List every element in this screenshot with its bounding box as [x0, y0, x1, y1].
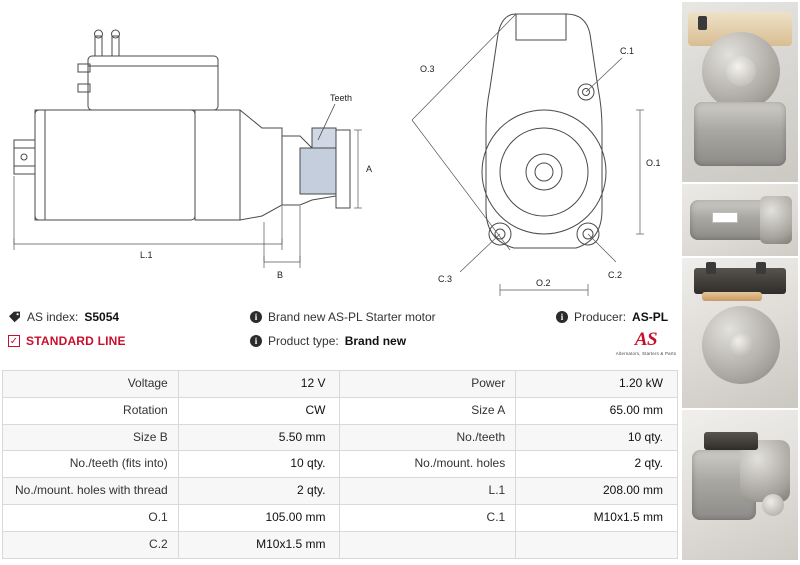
product-photo-1[interactable] [682, 2, 798, 182]
drawing-label-o2: O.2 [536, 278, 551, 288]
info-col-description [250, 310, 550, 358]
drawing-front-view [390, 0, 680, 300]
photo3-terminal-2 [756, 262, 766, 274]
product-type-line [250, 334, 550, 348]
side-view-svg [0, 0, 390, 300]
spec-key: C.1 [340, 504, 516, 531]
front-view-svg [390, 0, 680, 300]
spec-key: Size A [340, 397, 516, 424]
spec-key: No./mount. holes [340, 451, 516, 478]
specifications-body [3, 371, 678, 559]
spec-key: O.1 [3, 504, 179, 531]
product-photo-2[interactable] [682, 184, 798, 256]
standard-line-label: STANDARD LINE [26, 334, 126, 348]
spec-value: M10x1.5 mm [178, 531, 340, 558]
as-index-label: AS index: [27, 310, 79, 324]
spec-value: 12 V [178, 371, 340, 398]
as-index-value: S5054 [84, 310, 120, 324]
photo3-terminal-1 [706, 262, 716, 274]
product-photo-4[interactable] [682, 410, 798, 560]
producer-label: Producer: [574, 310, 627, 324]
spec-value: 10 qty. [516, 424, 678, 451]
photo4-solenoid [704, 432, 758, 450]
table-row [3, 531, 678, 558]
standard-line-badge [8, 334, 248, 348]
spec-key-empty [340, 531, 516, 558]
info-icon: i [556, 311, 568, 323]
spec-value: 65.00 mm [516, 397, 678, 424]
brand-tagline: Alternators, Starters & Parts [615, 351, 677, 356]
spec-key: C.2 [3, 531, 179, 558]
spec-value: 2 qty. [178, 478, 340, 505]
product-type-label: Product type: [268, 334, 339, 348]
spec-value: 1.20 kW [516, 371, 678, 398]
brand-logo [614, 330, 678, 356]
photo4-pinion [762, 494, 784, 516]
spec-value: 5.50 mm [178, 424, 340, 451]
photo3-copper-strap [702, 292, 762, 301]
drawing-label-o1: O.1 [646, 158, 661, 168]
table-row [3, 397, 678, 424]
product-photo-column [682, 0, 800, 565]
drawing-label-c2: C.2 [608, 270, 623, 280]
producer-line [556, 310, 682, 324]
spec-value-empty [516, 531, 678, 558]
info-col-index [8, 310, 248, 358]
drawing-label-c3: C.3 [438, 274, 453, 284]
description-line [250, 310, 550, 324]
brand-mark: AS [634, 329, 658, 350]
info-icon: i [250, 335, 262, 347]
table-row [3, 504, 678, 531]
photo1-pinion [726, 56, 756, 86]
spec-key: No./teeth [340, 424, 516, 451]
spec-value: 10 qty. [178, 451, 340, 478]
product-type-value: Brand new [344, 334, 407, 348]
as-index-line [8, 310, 248, 324]
photo1-body [694, 102, 786, 166]
drawing-label-b: B [277, 270, 284, 280]
product-description: Brand new AS-PL Starter motor [268, 310, 436, 324]
drawing-label-a: A [366, 164, 373, 174]
spec-key: No./mount. holes with thread [3, 478, 179, 505]
specifications-table [2, 370, 678, 559]
product-photo-3[interactable] [682, 258, 798, 408]
spec-value: M10x1.5 mm [516, 504, 678, 531]
spec-key: Rotation [3, 397, 179, 424]
producer-value: AS-PL [632, 310, 669, 324]
spec-value: CW [178, 397, 340, 424]
spec-key: Size B [3, 424, 179, 451]
info-icon: i [250, 311, 262, 323]
table-row [3, 451, 678, 478]
photo1-terminal [698, 16, 707, 30]
table-row [3, 478, 678, 505]
table-row [3, 371, 678, 398]
spec-value: 105.00 mm [178, 504, 340, 531]
drawing-label-teeth: Teeth [330, 93, 353, 103]
tag-icon [8, 311, 21, 323]
photo2-drive-end [760, 196, 792, 244]
drawing-label-l1: L.1 [140, 250, 153, 260]
spec-key: L.1 [340, 478, 516, 505]
spec-key: No./teeth (fits into) [3, 451, 179, 478]
spec-key: Power [340, 371, 516, 398]
drawing-label-c1: C.1 [620, 46, 635, 56]
spec-value: 2 qty. [516, 451, 678, 478]
table-row [3, 424, 678, 451]
check-icon: ✓ [9, 336, 19, 347]
spec-key: Voltage [3, 371, 179, 398]
photo2-label [712, 212, 738, 223]
spec-value: 208.00 mm [516, 478, 678, 505]
photo3-shaft [728, 332, 754, 358]
drawing-label-o3: O.3 [420, 64, 435, 74]
drawing-side-view [0, 0, 390, 300]
product-info-row [0, 302, 682, 364]
